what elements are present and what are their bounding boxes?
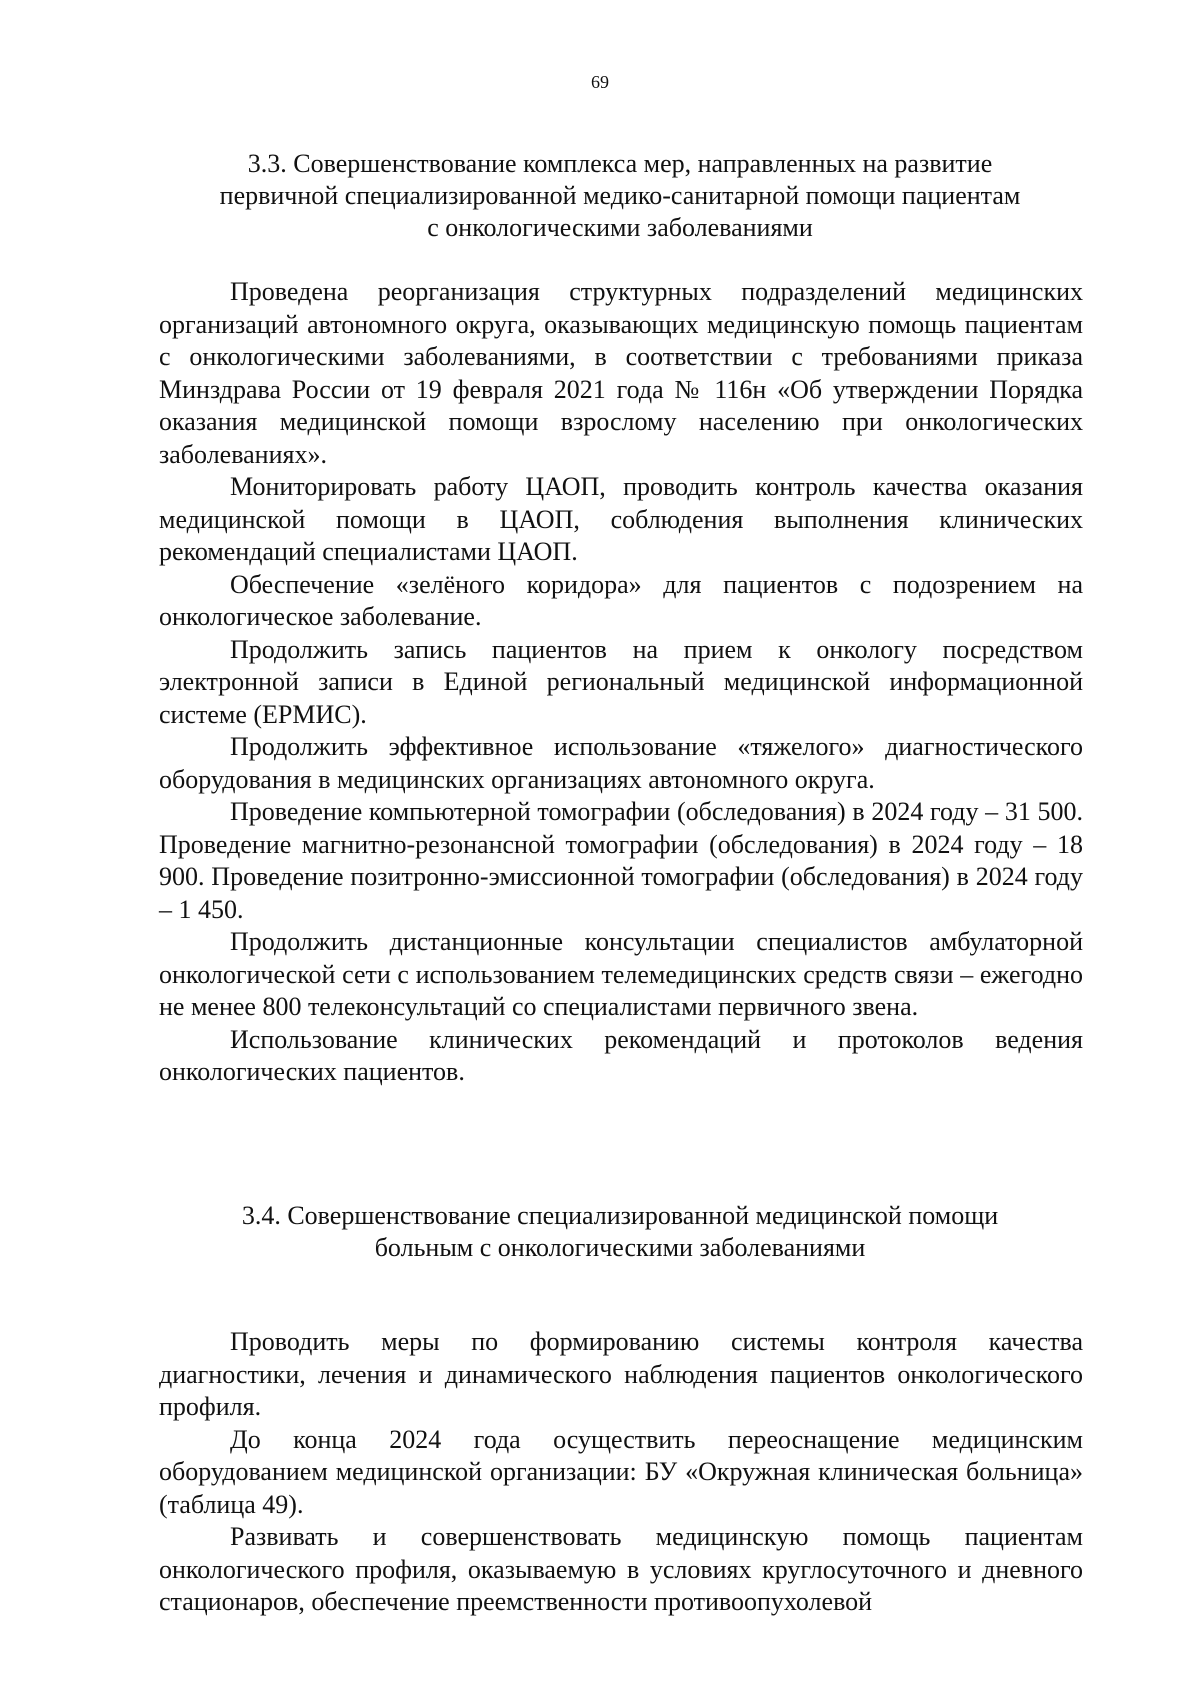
section-3-4-body [159,1326,1083,1619]
paragraph: Продолжить эффективное использование «тяжелого» диагностического оборудования в медицинских организациях автономного округа. [159,732,1083,794]
paragraph: Использование клинических рекомендаций и протоколов ведения онкологических пациентов. [159,1024,1083,1086]
paragraph: Проведение компьютерной томографии (обследования) в 2024 году – 31 500. Проведение магнитно-резонансной томографии (обследования) в 2024 году – 18 900. Проведение позитронно-эмиссионной томографии (обследования) в 2024 году – 1 450. [159,797,1083,924]
paragraph: Проведена реорганизация структурных подразделений медицинских организаций автономного округа, оказывающих медицинскую помощь пациентам с онкологическими заболеваниями, в соответствии с требованиями приказа Минздрава России от 19 февраля 2021 года № 116н «Об утверждении Порядка оказания медицинской помощи взрослому населению при онкологических заболеваниях». [159,277,1083,469]
section-heading-line: 3.3. Совершенствование комплекса мер, направленных на развитие [247,149,993,178]
section-heading-line: с онкологическими заболеваниями [427,213,813,242]
section-heading-line: 3.4. Совершенствование специализированной медицинской помощи [241,1201,999,1230]
section-3-3-body [159,276,1083,1089]
section-heading-line: первичной специализированной медико-санитарной помощи пациентам [219,181,1021,210]
paragraph: До конца 2024 года осуществить переоснащение медицинским оборудованием медицинской организации: БУ «Окружная клиническая больница» (таблица 49). [159,1424,1083,1519]
paragraph: Продолжить дистанционные консультации специалистов амбулаторной онкологической сети с использованием телемедицинских средств связи – ежегодно не менее 800 телеконсультаций со специалистами первичного звена. [159,927,1083,1021]
section-3-4-heading [160,1200,1080,1264]
section-heading-line: больным с онкологическими заболеваниями [374,1233,866,1262]
paragraph: Проводить меры по формированию системы контроля качества диагностики, лечения и динамического наблюдения пациентов онкологического профиля. [159,1327,1083,1421]
paragraph: Продолжить запись пациентов на прием к онкологу посредством электронной записи в Единой региональный медицинской информационной системе (ЕРМИС). [159,634,1083,729]
paragraph: Мониторировать работу ЦАОП, проводить контроль качества оказания медицинской помощи в ЦАОП, соблюдения выполнения клинических рекомендаций специалистами ЦАОП. [159,472,1083,566]
page-number: 69 [591,72,609,92]
paragraph: Развивать и совершенствовать медицинскую помощь пациентам онкологического профиля, оказываемую в условиях круглосуточного и дневного стационаров, обеспечение преемственности противоопухолевой [159,1522,1083,1616]
paragraph: Обеспечение «зелёного коридора» для пациентов с подозрением на онкологическое заболевание. [159,569,1083,631]
section-3-3-heading [160,148,1080,244]
